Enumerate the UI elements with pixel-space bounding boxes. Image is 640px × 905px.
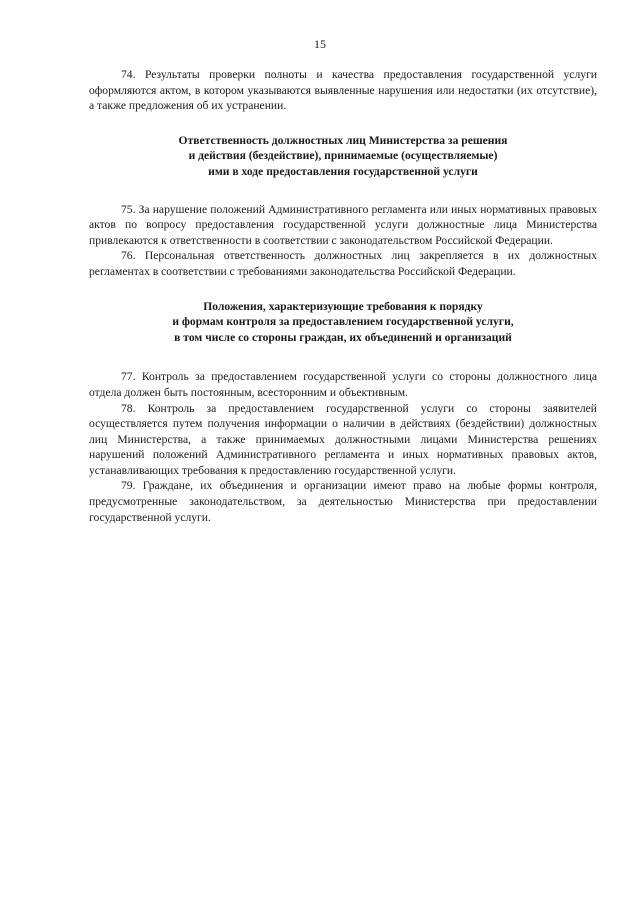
paragraph-78: 78. Контроль за предоставлением государственной услуги со стороны заявителей осуществляется путем получения информации о наличии в действиях (бездействии) должностных лиц Министерства, а также принимаемых должностными лицами Министерства решениях нарушений положений Административного регламента и иных нормативных правовых актов, устанавливающих требования к предоставлению государственной услуги. <box>89 401 597 477</box>
paragraph-75: 75. За нарушение положений Административного регламента или иных нормативных правовых актов по вопросу предоставления государственной услуги должностные лица Министерства привлекаются к ответственности в соответствии с законодательством Российской Федерации. <box>89 202 597 247</box>
paragraph-77: 77. Контроль за предоставлением государственной услуги со стороны должностного лица отдела должен быть постоянным, всесторонним и объективным. <box>89 370 597 399</box>
section-heading-control <box>89 299 597 346</box>
heading-line: Положения, характеризующие требования к порядку <box>203 299 483 313</box>
heading-line: и действия (бездействие), принимаемые (осуществляемые) <box>188 149 498 163</box>
heading-line: Ответственность должностных лиц Министерства за решения <box>178 133 508 147</box>
page-number: 15 <box>314 37 326 51</box>
paragraph-74: 74. Результаты проверки полноты и качества предоставления государственной услуги оформляются актом, в котором указываются выявленные нарушения или недостатки (их отсутствие), а также предложения об их устранении. <box>89 68 597 113</box>
heading-line: в том числе со стороны граждан, их объединений и организаций <box>174 330 512 344</box>
paragraph-76: 76. Персональная ответственность должностных лиц закрепляется в их должностных регламентах в соответствии с требованиями законодательства Российской Федерации. <box>89 249 597 278</box>
section-heading-responsibility <box>89 133 597 180</box>
heading-line: и формам контроля за предоставлением государственной услуги, <box>172 315 514 329</box>
document-body <box>89 67 597 525</box>
heading-line: ими в ходе предоставления государственной услуги <box>208 164 478 178</box>
paragraph-79: 79. Граждане, их объединения и организации имеют право на любые формы контроля, предусмотренные законодательством, за деятельностью Министерства при предоставлении государственной услуги. <box>89 479 597 524</box>
